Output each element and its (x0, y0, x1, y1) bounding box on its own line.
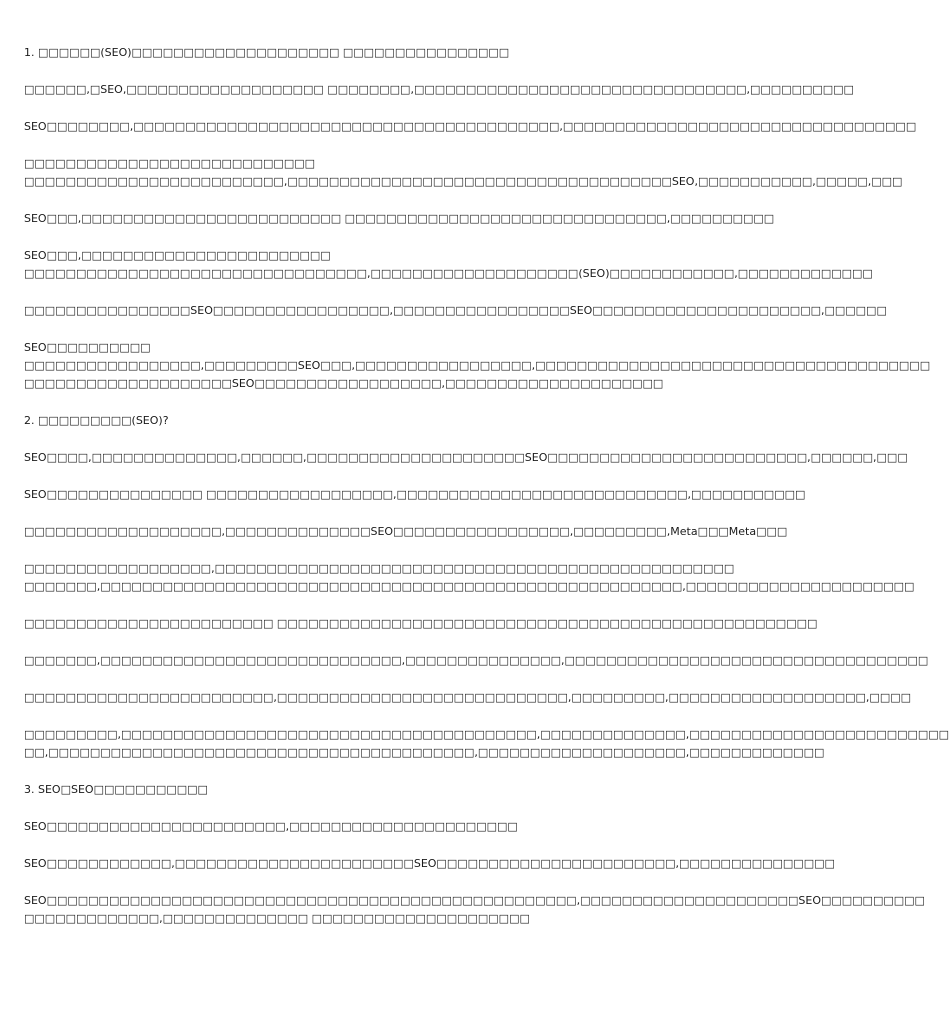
paragraph-line: □□□□□□□□□□□□□□□□□□□□□□□□,□□□□□□□□□□□□□□□□□□□□□□□□□□□□,□□□□□□□□□,□□□□□□□□□□□□□□□□□□□,□□□□ (24, 691, 912, 704)
paragraph-line: □□□□□□□□□□□□□□□□□□□□SEO□□□□□□□□□□□□□□□□□□,□□□□□□□□□□□□□□□□□□□□□ (24, 377, 664, 390)
document-paragraph (24, 247, 873, 283)
document-paragraph (24, 855, 835, 873)
document-paragraph (24, 339, 931, 393)
paragraph-line: □□□□□□□□□□□□□□□□□□,□□□□□□□□□□□□□□□□□□□□□□□□□□□□□□□□□□□□□□□□□□□□□□□□□□ (24, 562, 735, 575)
paragraph-line: □□□□□□□□□□□□□□□□□□□□□□□□□□□□□□□□□,□□□□□□□□□□□□□□□□□□□□(SEO)□□□□□□□□□□□□,□□□□□□□□□□□□□ (24, 267, 873, 280)
paragraph-line: □□□□□□,□SEO,□□□□□□□□□□□□□□□□□□□ □□□□□□□□,□□□□□□□□□□□□□□□□□□□□□□□□□□□□□□□□,□□□□□□□□□□ (24, 83, 854, 96)
document-paragraph (24, 560, 915, 596)
paragraph-line: 3. SEO□SEO□□□□□□□□□□□ (24, 783, 208, 796)
paragraph-line: □□□□□□□□□□□□□□□□□□□□□□□□□,□□□□□□□□□□□□□□□□□□□□□□□□□□□□□□□□□□□□□SEO,□□□□□□□□□□□,□□□□□,□□□ (24, 175, 903, 188)
paragraph-line: 2. □□□□□□□□□(SEO)? (24, 414, 169, 427)
document-paragraph (24, 302, 887, 320)
paragraph-line: □□□□□□□□□,□□□□□□□□□□□□□□□□□□□□□□□□□□□□□□□□□□□□□□□□,□□□□□□□□□□□□□□,□□□□□□□□□□□□□□□□□□□□□□□□□ (24, 728, 949, 741)
paragraph-line: □□□□□□□□□□□□□□□□□□□□□□□□□□□□ (24, 157, 316, 170)
document-paragraph (24, 44, 704, 62)
document-paragraph (24, 689, 912, 707)
paragraph-line: □□□□□□□□□□□□□,□□□□□□□□□□□□□□ □□□□□□□□□□□□□□□□□□□□□ (24, 912, 530, 925)
paragraph-line: SEO□□□□□□□□□□□□□□□□□□□□□□□□□□□□□□□□□□□□□□□□□□□□□□□□□□□,□□□□□□□□□□□□□□□□□□□□□SEO□□□□□□□□□□ (24, 894, 925, 907)
paragraph-line: □□,□□□□□□□□□□□□□□□□□□□□□□□□□□□□□□□□□□□□□□□□□,□□□□□□□□□□□□□□□□□□□□,□□□□□□□□□□□□□ (24, 746, 825, 759)
document-paragraph (24, 449, 908, 467)
paragraph-line: 1. □□□□□□(SEO)□□□□□□□□□□□□□□□□□□□□ □□□□□□□□□□□□□□□□ (24, 46, 510, 59)
document-paragraph (24, 726, 949, 762)
document-paragraph (24, 81, 854, 99)
document-paragraph (24, 486, 806, 504)
document-paragraph (24, 652, 929, 670)
document-paragraph (24, 412, 704, 430)
document-paragraph (24, 210, 775, 228)
paragraph-line: SEO□□□□□□□□□□□□,□□□□□□□□□□□□□□□□□□□□□□□SEO□□□□□□□□□□□□□□□□□□□□□□□,□□□□□□□□□□□□□□□ (24, 857, 835, 870)
paragraph-line: □□□□□□□□□□□□□□□□□,□□□□□□□□□SEO□□□,□□□□□□□□□□□□□□□□□,□□□□□□□□□□□□□□□□□□□□□□□□□□□□□□□□□□□□□□ (24, 359, 931, 372)
paragraph-line: SEO□□□□□□□□□□□□□□□□□□□□□□□,□□□□□□□□□□□□□□□□□□□□□□ (24, 820, 518, 833)
paragraph-line: SEO□□□,□□□□□□□□□□□□□□□□□□□□□□□□ (24, 249, 331, 262)
document-paragraph (24, 118, 917, 136)
document-paragraph (24, 615, 818, 633)
paragraph-line: SEO□□□□□□□□□□ (24, 341, 151, 354)
document-paragraph (24, 781, 704, 799)
paragraph-line: □□□□□□□□□□□□□□□□SEO□□□□□□□□□□□□□□□□□,□□□□□□□□□□□□□□□□□SEO□□□□□□□□□□□□□□□□□□□□□□,□□□□□□ (24, 304, 887, 317)
document-paragraph (24, 523, 788, 541)
paragraph-line: □□□□□□□,□□□□□□□□□□□□□□□□□□□□□□□□□□□□□,□□□□□□□□□□□□□□□,□□□□□□□□□□□□□□□□□□□□□□□□□□□□□□□□□□□ (24, 654, 929, 667)
document-body (24, 44, 949, 947)
document-paragraph (24, 818, 704, 836)
document-paragraph (24, 155, 903, 191)
paragraph-line: SEO□□□□□□□□,□□□□□□□□□□□□□□□□□□□□□□□□□□□□□□□□□□□□□□□□□,□□□□□□□□□□□□□□□□□□□□□□□□□□□□□□□□□□ (24, 120, 917, 133)
document-paragraph (24, 892, 925, 928)
paragraph-line: □□□□□□□□□□□□□□□□□□□□□□□□ □□□□□□□□□□□□□□□□□□□□□□□□□□□□□□□□□□□□□□□□□□□□□□□□□□□□ (24, 617, 818, 630)
paragraph-line: SEO□□□□,□□□□□□□□□□□□□□,□□□□□□,□□□□□□□□□□□□□□□□□□□□□SEO□□□□□□□□□□□□□□□□□□□□□□□□□,□□□□□□,□□□ (24, 451, 908, 464)
paragraph-line: □□□□□□□,□□□□□□□□□□□□□□□□□□□□□□□□□□□□□□□□□□□□□□□□□□□□□□□□□□□□□□□□,□□□□□□□□□□□□□□□□□□□□□□ (24, 580, 915, 593)
paragraph-line: SEO□□□□□□□□□□□□□□□ □□□□□□□□□□□□□□□□□□,□□□□□□□□□□□□□□□□□□□□□□□□□□□□,□□□□□□□□□□□ (24, 488, 806, 501)
paragraph-line: SEO□□□,□□□□□□□□□□□□□□□□□□□□□□□□□ □□□□□□□□□□□□□□□□□□□□□□□□□□□□□□□,□□□□□□□□□□ (24, 212, 775, 225)
paragraph-line: □□□□□□□□□□□□□□□□□□□,□□□□□□□□□□□□□□SEO□□□□□□□□□□□□□□□□□,□□□□□□□□□,Meta□□□Meta□□□ (24, 525, 788, 538)
